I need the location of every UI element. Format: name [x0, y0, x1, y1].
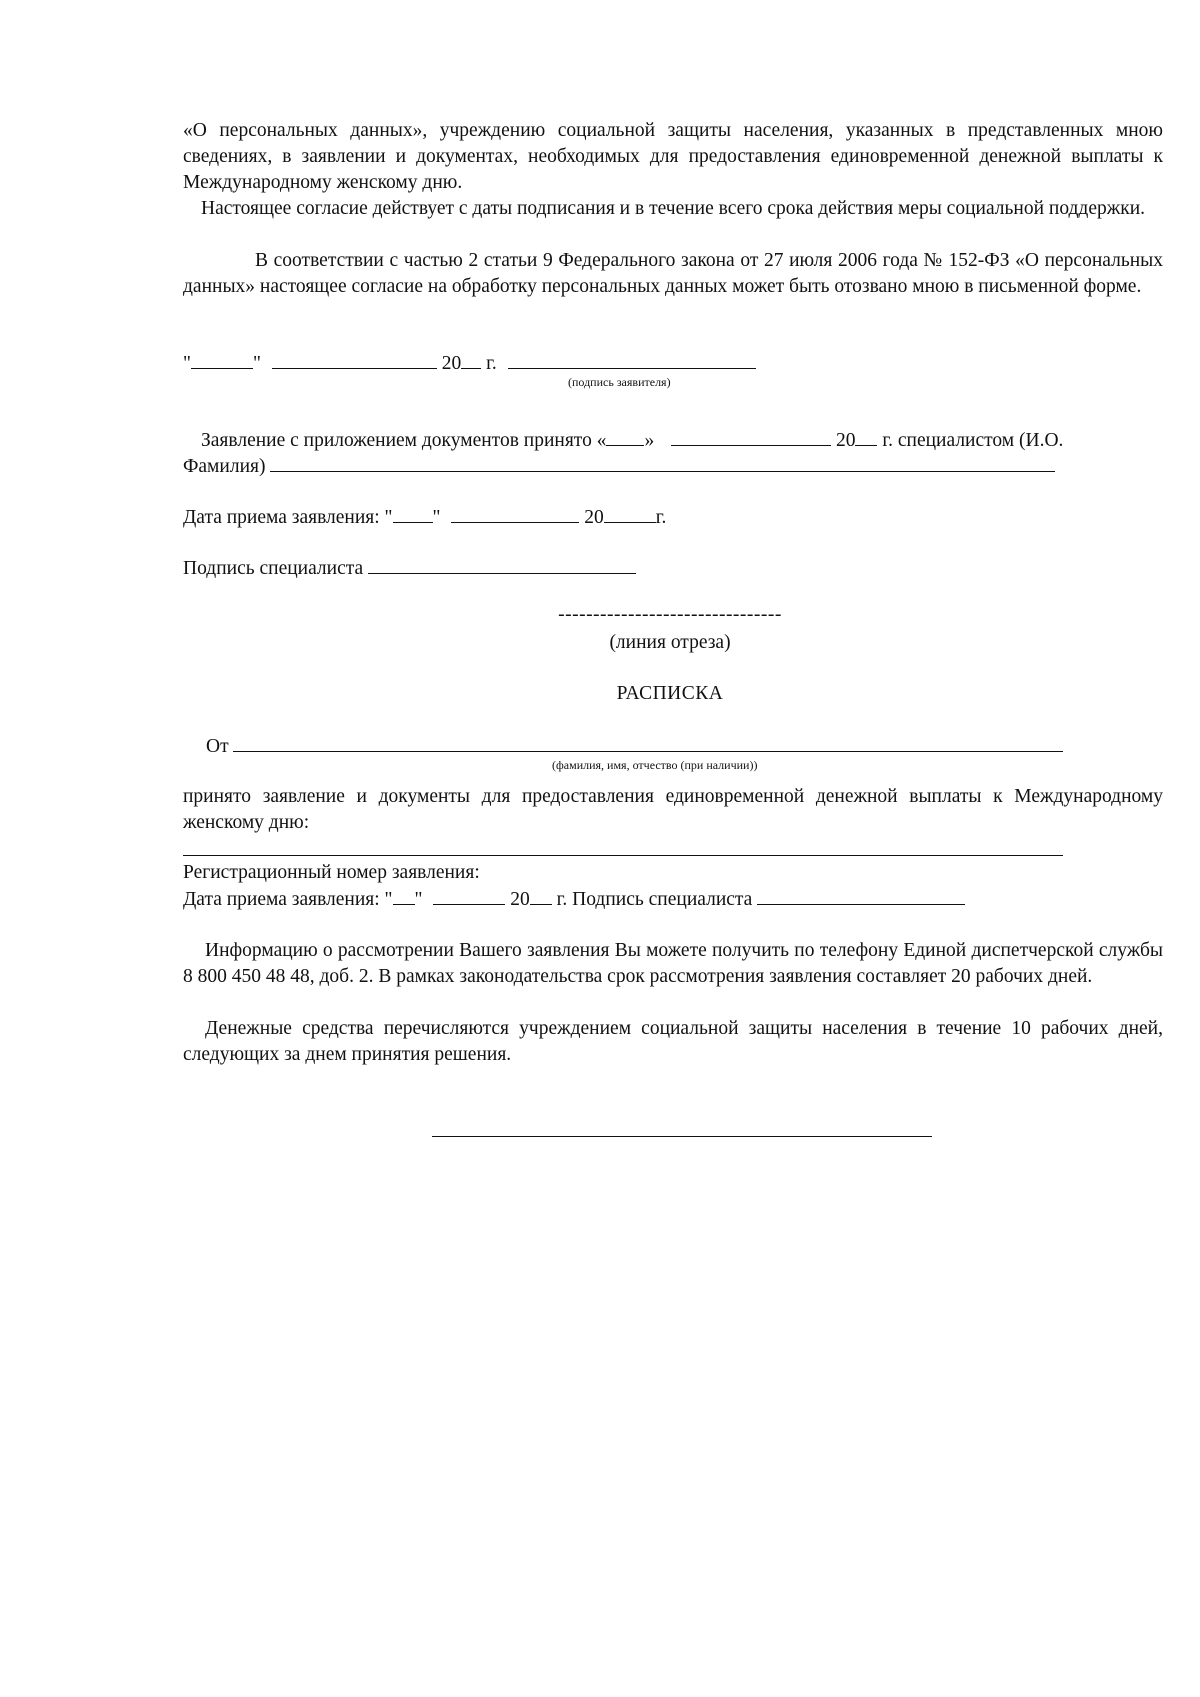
receipt-reg-number: Регистрационный номер заявления:: [183, 862, 480, 883]
acceptance-line: [201, 427, 1163, 454]
receipt-date-label: Дата приема заявления: ": [183, 507, 393, 528]
cut-line-label: (линия отреза): [609, 632, 731, 653]
year-blank: [461, 350, 481, 369]
receipt-year-prefix-2: 20: [510, 889, 530, 910]
month-blank: [272, 350, 437, 369]
receipt-month-blank-2: [433, 886, 505, 905]
specialist-signature-blank: [368, 555, 636, 574]
receipt-date-line: [183, 504, 783, 531]
surname-label: Фамилия): [183, 456, 266, 477]
applicant-signature-line: [183, 350, 783, 377]
receipt-from-line: [206, 733, 1106, 760]
acceptance-year-blank: [855, 427, 877, 446]
consent-paragraph-3: В соответствии с частью 2 статьи 9 Федерального закона от 27 июля 2006 года № 152-ФЗ «О персональных данных» настоящее согласие на обработку персональных данных может быть отозвано мною в письменной форме.: [183, 250, 1163, 297]
info-paragraph-1: Информацию о рассмотрении Вашего заявления Вы можете получить по телефону Единой диспетчерской службы 8 800 450 48 48, доб. 2. В рамках законодательства срок рассмотрения заявления составляет 20 рабочих дней.: [183, 940, 1163, 987]
quote-open: ": [183, 353, 191, 374]
acceptance-text-c: г. специалистом (И.О.: [882, 430, 1064, 451]
receipt-year-suffix-2: г. Подпись специалиста: [556, 889, 753, 910]
receipt-from-caption: (фамилия, имя, отчество (при наличии)): [552, 758, 758, 772]
receipt-documents-rule: [183, 855, 1063, 856]
receipt-year-suffix: г.: [655, 507, 667, 528]
acceptance-day-blank: [606, 427, 644, 446]
receipt-year-prefix: 20: [584, 507, 604, 528]
receipt-from-blank: [233, 733, 1063, 752]
year-prefix: 20: [441, 353, 462, 374]
receipt-from-label: От: [206, 736, 229, 757]
applicant-signature-blank: [508, 350, 756, 369]
closing-rule: [432, 1136, 932, 1137]
receipt-day-blank-2: [393, 886, 415, 905]
receipt-year-blank: [604, 504, 656, 523]
acceptance-text-b: »: [644, 430, 655, 451]
quote-close: ": [252, 353, 261, 374]
specialist-signature-label: Подпись специалиста: [183, 558, 364, 579]
cut-line-dashes: --------------------------------: [558, 604, 782, 625]
day-blank: [191, 350, 253, 369]
receipt-date-label-2: Дата приема заявления: ": [183, 889, 393, 910]
acceptance-text-a: Заявление с приложением документов принято «: [201, 430, 607, 451]
consent-paragraph-1: «О персональных данных», учреждению социальной защиты населения, указанных в представленных мною сведениях, в заявлении и документах, необходимых для предоставления единовременной денежной выплаты к Международному женскому дню.: [183, 120, 1163, 193]
info-paragraph-2: Денежные средства перечисляются учреждением социальной защиты населения в течение 10 рабочих дней, следующих за днем принятия решения.: [183, 1018, 1163, 1065]
receipt-title: РАСПИСКА: [616, 683, 724, 704]
applicant-signature-caption: (подпись заявителя): [568, 375, 671, 389]
receipt-quote-close: ": [432, 507, 441, 528]
acceptance-year-prefix: 20: [835, 430, 856, 451]
receipt-date-quote-close: ": [414, 889, 423, 910]
surname-line: [183, 453, 1083, 480]
year-suffix: г.: [486, 353, 497, 374]
receipt-accepted-text: принято заявление и документы для предоставления единовременной денежной выплаты к Международному женскому дню:: [183, 786, 1163, 833]
receipt-date-sign-line: [183, 886, 1083, 913]
consent-paragraph-2: Настоящее согласие действует с даты подписания и в течение всего срока действия меры социальной поддержки.: [201, 198, 1146, 219]
receipt-day-blank: [393, 504, 433, 523]
receipt-year-blank-2: [530, 886, 552, 905]
surname-blank: [270, 453, 1055, 472]
receipt-month-blank: [451, 504, 579, 523]
specialist-signature-line: [183, 555, 783, 582]
acceptance-month-blank: [671, 427, 831, 446]
receipt-specialist-signature-blank: [757, 886, 965, 905]
